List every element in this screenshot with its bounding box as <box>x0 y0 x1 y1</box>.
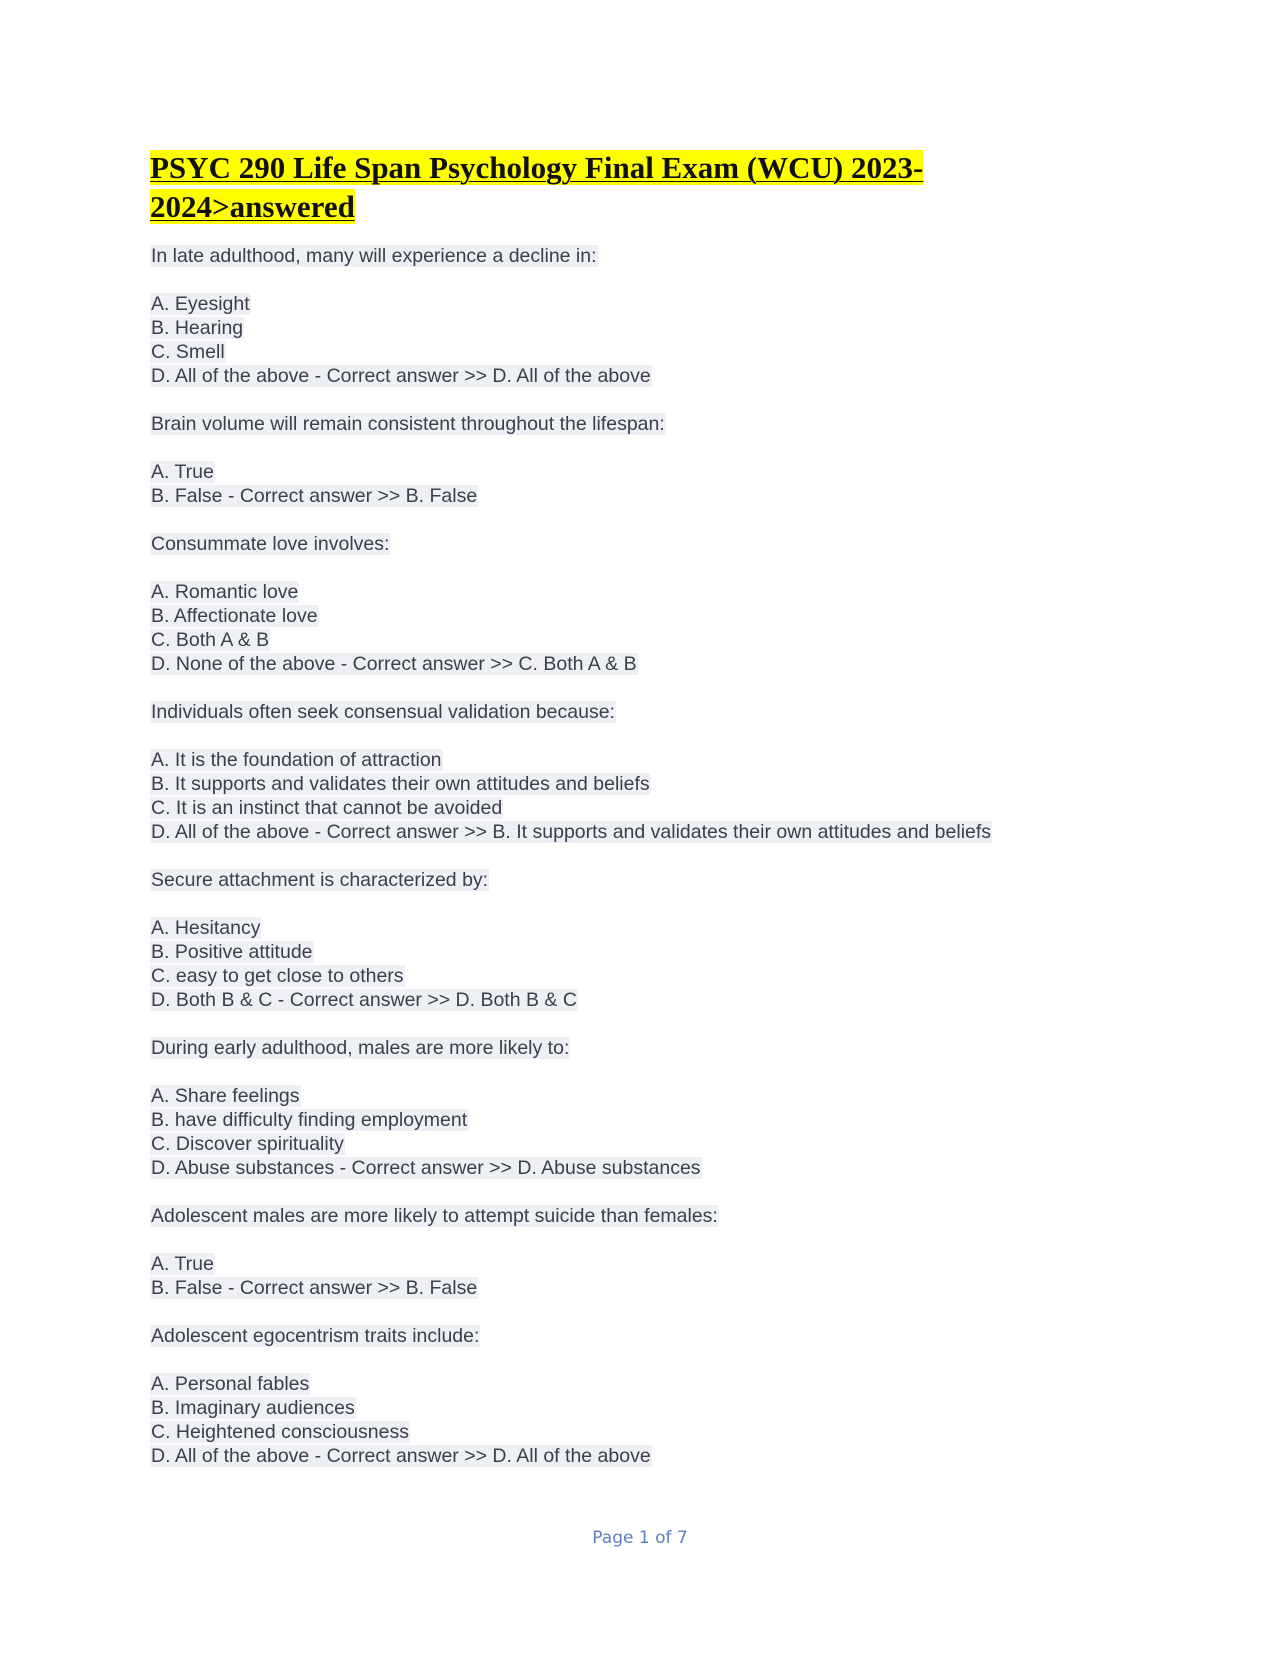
question-block <box>150 532 1150 676</box>
option <box>150 460 1150 484</box>
option <box>150 1252 1150 1276</box>
option <box>150 796 1150 820</box>
option-text: C. Discover spirituality <box>151 1133 344 1155</box>
option-text: A. It is the foundation of attraction <box>151 749 442 771</box>
option <box>150 1420 1150 1444</box>
question-block <box>150 1036 1150 1180</box>
option-answer <box>150 1444 1150 1468</box>
question-text-span: Brain volume will remain consistent throughout the lifespan: <box>151 413 665 435</box>
option <box>150 1108 1150 1132</box>
option-text: D. All of the above - Correct answer >> D. All of the above <box>151 365 651 387</box>
question-text-span: In late adulthood, many will experience a decline in: <box>151 245 597 267</box>
option <box>150 316 1150 340</box>
options-list <box>150 580 1150 676</box>
option <box>150 916 1150 940</box>
option-text: C. Heightened consciousness <box>151 1421 409 1443</box>
options-list <box>150 292 1150 388</box>
option <box>150 1084 1150 1108</box>
option-text: D. Both B & C - Correct answer >> D. Both B & C <box>151 989 577 1011</box>
option <box>150 580 1150 604</box>
document-title-text: PSYC 290 Life Span Psychology Final Exam (WCU) 2023-2024>answered <box>150 150 924 224</box>
page-number: Page 1 of 7 <box>592 1528 688 1548</box>
options-list <box>150 1252 1150 1300</box>
option-text: A. Share feelings <box>151 1085 300 1107</box>
option-text: A. Hesitancy <box>151 917 261 939</box>
options-list <box>150 1084 1150 1180</box>
question-text <box>150 412 1150 436</box>
question-text <box>150 532 1150 556</box>
option-text: B. Hearing <box>151 317 244 339</box>
option-text: A. True <box>151 461 214 483</box>
option-answer <box>150 1156 1150 1180</box>
question-text <box>150 700 1150 724</box>
option <box>150 292 1150 316</box>
option <box>150 1372 1150 1396</box>
document-page <box>150 148 1150 1492</box>
option-text: D. All of the above - Correct answer >> B. It supports and validates their own attitudes and beliefs <box>151 821 992 843</box>
option-text: B. have difficulty finding employment <box>151 1109 468 1131</box>
question-text <box>150 1204 1150 1228</box>
option-answer <box>150 484 1150 508</box>
option-answer <box>150 820 1150 844</box>
question-block <box>150 868 1150 1012</box>
option <box>150 964 1150 988</box>
question-text-span: Secure attachment is characterized by: <box>151 869 489 891</box>
question-block <box>150 412 1150 508</box>
question-text-span: Adolescent males are more likely to attempt suicide than females: <box>151 1205 718 1227</box>
option-text: B. Affectionate love <box>151 605 318 627</box>
option-text: D. All of the above - Correct answer >> D. All of the above <box>151 1445 651 1467</box>
option-text: B. It supports and validates their own attitudes and beliefs <box>151 773 650 795</box>
options-list <box>150 1372 1150 1468</box>
question-block <box>150 244 1150 388</box>
option-text: D. Abuse substances - Correct answer >> D. Abuse substances <box>151 1157 701 1179</box>
question-text <box>150 244 1150 268</box>
option-answer <box>150 364 1150 388</box>
option-text: C. Both A & B <box>151 629 270 651</box>
option-text: C. It is an instinct that cannot be avoided <box>151 797 503 819</box>
options-list <box>150 916 1150 1012</box>
question-block <box>150 1204 1150 1300</box>
option <box>150 748 1150 772</box>
option-text: B. Positive attitude <box>151 941 313 963</box>
document-title <box>150 148 970 226</box>
option-text: B. False - Correct answer >> B. False <box>151 1277 478 1299</box>
question-text-span: Adolescent egocentrism traits include: <box>151 1325 480 1347</box>
option-answer <box>150 652 1150 676</box>
option-text: A. True <box>151 1253 214 1275</box>
question-text <box>150 868 1150 892</box>
option-text: C. Smell <box>151 341 225 363</box>
option-text: A. Romantic love <box>151 581 299 603</box>
question-block <box>150 700 1150 844</box>
option <box>150 628 1150 652</box>
question-text-span: During early adulthood, males are more likely to: <box>151 1037 570 1059</box>
option <box>150 772 1150 796</box>
question-text-span: Individuals often seek consensual validation because: <box>151 701 615 723</box>
option <box>150 1396 1150 1420</box>
option-text: A. Personal fables <box>151 1373 310 1395</box>
option <box>150 604 1150 628</box>
option <box>150 340 1150 364</box>
option <box>150 940 1150 964</box>
question-text <box>150 1036 1150 1060</box>
question-block <box>150 1324 1150 1468</box>
options-list <box>150 748 1150 844</box>
option-answer <box>150 1276 1150 1300</box>
option-answer <box>150 988 1150 1012</box>
question-text <box>150 1324 1150 1348</box>
option-text: B. False - Correct answer >> B. False <box>151 485 478 507</box>
option <box>150 1132 1150 1156</box>
option-text: A. Eyesight <box>151 293 250 315</box>
question-text-span: Consummate love involves: <box>151 533 390 555</box>
option-text: C. easy to get close to others <box>151 965 404 987</box>
option-text: B. Imaginary audiences <box>151 1397 355 1419</box>
options-list <box>150 460 1150 508</box>
option-text: D. None of the above - Correct answer >> C. Both A & B <box>151 653 637 675</box>
